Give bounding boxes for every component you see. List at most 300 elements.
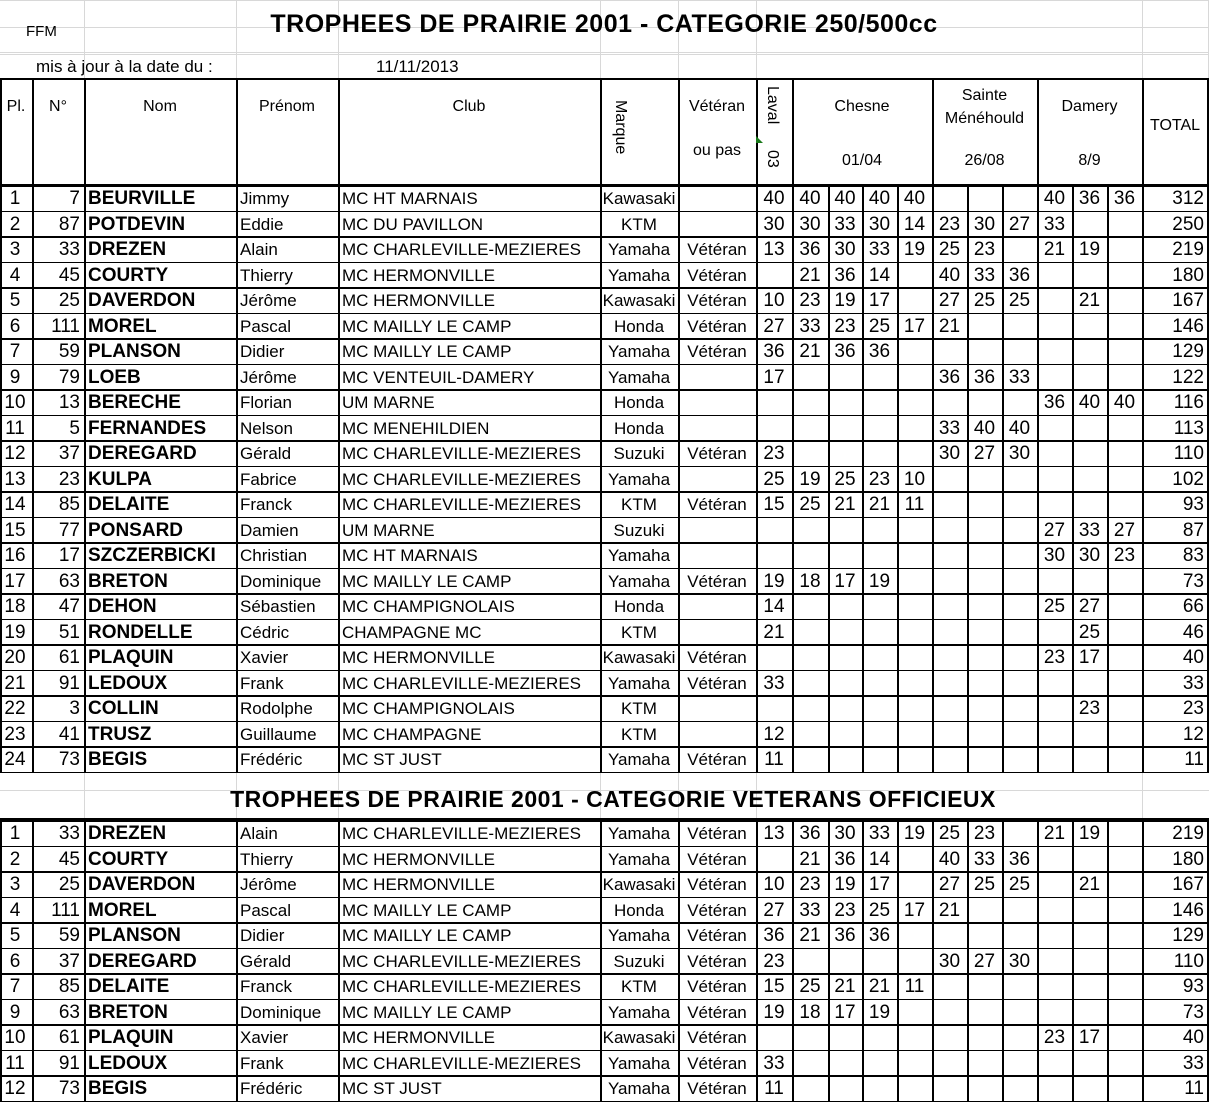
row-brand: Yamaha bbox=[607, 926, 671, 945]
row-first-name: Franck bbox=[240, 977, 292, 996]
col-header-prenom: Prénom bbox=[258, 98, 316, 115]
row-number: 91 bbox=[58, 672, 80, 694]
row-number: 73 bbox=[58, 1078, 80, 1099]
col-line bbox=[1072, 185, 1074, 772]
row-veteran: Vétéran bbox=[687, 1079, 747, 1098]
row-brand: KTM bbox=[621, 214, 657, 234]
row-first-name: Xavier bbox=[240, 1028, 289, 1047]
row-score: 21 bbox=[799, 848, 821, 870]
col-header-chesne-date: 01/04 bbox=[841, 152, 883, 169]
row-club: MC CHAMPIGNOLAIS bbox=[342, 597, 515, 616]
row-score: 27 bbox=[763, 315, 785, 337]
row-club: MC MAILLY LE CAMP bbox=[342, 1002, 512, 1022]
row-score: 33 bbox=[763, 1052, 785, 1074]
row-number: 111 bbox=[51, 315, 80, 337]
table-border bbox=[0, 78, 1209, 80]
row-score: 17 bbox=[1078, 647, 1101, 668]
row-place: 9 bbox=[9, 1001, 21, 1023]
row-veteran: Vétéran bbox=[687, 875, 747, 894]
row-first-name: Xavier bbox=[240, 648, 289, 667]
row-first-name: Rodolphe bbox=[240, 699, 313, 718]
row-total: 73 bbox=[1182, 1001, 1204, 1023]
row-score: 23 bbox=[938, 213, 961, 235]
row-club: MC MAILLY LE CAMP bbox=[342, 571, 512, 591]
row-first-name: Pascal bbox=[240, 900, 292, 920]
row-score: 14 bbox=[868, 848, 891, 870]
row-line bbox=[0, 973, 1209, 975]
row-first-name: Franck bbox=[240, 495, 292, 514]
row-brand: Yamaha bbox=[607, 265, 671, 285]
row-score: 30 bbox=[868, 213, 891, 235]
row-score: 33 bbox=[1078, 519, 1101, 541]
row-total: 219 bbox=[1172, 823, 1204, 844]
row-score: 19 bbox=[1078, 823, 1101, 844]
row-line bbox=[0, 772, 1209, 774]
row-total: 146 bbox=[1172, 899, 1204, 921]
row-score: 36 bbox=[1113, 188, 1136, 209]
row-brand: Yamaha bbox=[607, 546, 671, 565]
row-brand: KTM bbox=[621, 977, 657, 996]
row-score: 30 bbox=[973, 213, 996, 235]
row-first-name: Dominique bbox=[240, 1002, 322, 1022]
row-veteran: Vétéran bbox=[687, 316, 747, 336]
row-veteran: Vétéran bbox=[687, 291, 747, 310]
sheet-gridline bbox=[0, 0, 1209, 1]
row-last-name: DAVERDON bbox=[88, 874, 196, 895]
col-line bbox=[84, 820, 86, 1101]
col-line bbox=[1037, 185, 1039, 772]
row-first-name: Christian bbox=[240, 546, 308, 565]
row-line bbox=[0, 619, 1209, 621]
col-header-chesne: Chesne bbox=[834, 98, 890, 115]
row-line bbox=[0, 542, 1209, 544]
row-brand: Yamaha bbox=[607, 1053, 671, 1073]
row-score: 30 bbox=[938, 950, 961, 972]
row-first-name: Thierry bbox=[240, 265, 293, 285]
row-club: MC HERMONVILLE bbox=[342, 1028, 496, 1047]
row-last-name: DELAITE bbox=[88, 976, 170, 997]
row-score: 27 bbox=[973, 950, 996, 972]
row-line bbox=[0, 670, 1209, 672]
row-club: MC MENEHILDIEN bbox=[342, 418, 490, 438]
row-score: 21 bbox=[1043, 823, 1066, 844]
row-total: 146 bbox=[1172, 315, 1204, 337]
section-title-veterans: TROPHEES DE PRAIRIE 2001 - CATEGORIE VETERANS OFFICIEUX bbox=[230, 786, 996, 812]
row-line bbox=[0, 897, 1209, 899]
row-score: 15 bbox=[763, 494, 785, 515]
row-score: 21 bbox=[868, 976, 891, 997]
row-score: 23 bbox=[763, 950, 785, 972]
row-club: MC VENTEUIL-DAMERY bbox=[342, 367, 535, 387]
row-brand: Honda bbox=[613, 418, 665, 438]
row-score: 33 bbox=[868, 239, 891, 260]
row-last-name: POTDEVIN bbox=[88, 213, 186, 235]
row-place: 10 bbox=[4, 392, 26, 413]
row-score: 21 bbox=[1078, 874, 1101, 895]
row-first-name: Nelson bbox=[240, 418, 293, 438]
row-line bbox=[0, 1075, 1209, 1077]
row-veteran: Vétéran bbox=[687, 977, 747, 996]
col-header-veteran-sub: ou pas bbox=[692, 142, 742, 159]
row-last-name: MOREL bbox=[88, 315, 157, 337]
row-line bbox=[0, 846, 1209, 848]
row-first-name: Frank bbox=[240, 673, 284, 693]
row-veteran: Vétéran bbox=[687, 265, 747, 285]
row-score: 36 bbox=[834, 848, 856, 870]
col-header-total: TOTAL bbox=[1149, 117, 1201, 134]
row-total: 33 bbox=[1182, 1052, 1204, 1074]
row-line bbox=[0, 389, 1209, 391]
row-club: MC CHARLEVILLE-MEZIERES bbox=[342, 951, 581, 971]
row-last-name: TRUSZ bbox=[88, 723, 152, 745]
col-header-club: Club bbox=[452, 98, 486, 115]
row-score: 33 bbox=[834, 213, 856, 235]
row-score: 25 bbox=[799, 976, 821, 997]
row-brand: Kawasaki bbox=[602, 648, 676, 667]
header-divider bbox=[236, 78, 238, 185]
col-header-veteran: Vétéran bbox=[688, 98, 746, 115]
row-number: 45 bbox=[58, 848, 80, 870]
row-score: 23 bbox=[1043, 1027, 1066, 1048]
row-score: 33 bbox=[868, 823, 891, 844]
row-place: 3 bbox=[9, 239, 21, 260]
row-line bbox=[0, 1050, 1209, 1052]
row-score: 25 bbox=[938, 823, 961, 844]
row-number: 51 bbox=[58, 621, 80, 643]
row-club: MC HERMONVILLE bbox=[342, 875, 496, 894]
row-score: 19 bbox=[834, 290, 856, 311]
row-first-name: Alain bbox=[240, 824, 278, 843]
header-divider bbox=[338, 78, 340, 185]
row-score: 36 bbox=[938, 366, 961, 388]
row-score: 36 bbox=[834, 925, 856, 946]
header-divider bbox=[600, 78, 602, 185]
row-veteran: Vétéran bbox=[687, 1002, 747, 1022]
row-place: 19 bbox=[4, 621, 26, 643]
row-first-name: Pascal bbox=[240, 316, 292, 336]
row-brand: Suzuki bbox=[613, 520, 665, 540]
row-first-name: Gérald bbox=[240, 951, 292, 971]
row-total: 116 bbox=[1173, 392, 1204, 413]
row-total: 11 bbox=[1184, 749, 1204, 770]
row-number: 25 bbox=[58, 874, 80, 895]
row-score: 36 bbox=[834, 341, 856, 362]
row-score: 40 bbox=[973, 417, 996, 439]
row-score: 13 bbox=[763, 823, 785, 844]
row-first-name: Jérôme bbox=[240, 875, 297, 894]
row-last-name: BEGIS bbox=[88, 749, 148, 770]
row-line bbox=[0, 517, 1209, 519]
cell-comment-marker bbox=[756, 136, 763, 143]
row-last-name: PLANSON bbox=[88, 925, 181, 946]
row-place: 11 bbox=[5, 417, 25, 439]
row-number: 91 bbox=[58, 1052, 80, 1074]
row-last-name: BERECHE bbox=[88, 392, 181, 413]
row-last-name: LOEB bbox=[88, 366, 141, 388]
row-last-name: BRETON bbox=[88, 1001, 168, 1023]
row-club: MC HERMONVILLE bbox=[342, 291, 496, 310]
row-score: 14 bbox=[868, 264, 891, 286]
row-veteran: Vétéran bbox=[687, 1028, 747, 1047]
row-number: 63 bbox=[58, 1001, 80, 1023]
row-total: 40 bbox=[1182, 1027, 1204, 1048]
row-place: 1 bbox=[9, 188, 21, 209]
corner-label: FFM bbox=[26, 23, 57, 40]
row-score: 40 bbox=[1078, 392, 1101, 413]
row-score: 40 bbox=[799, 188, 821, 209]
col-header-sainte-date: 26/08 bbox=[964, 152, 1005, 169]
col-header-num: N° bbox=[49, 98, 67, 115]
row-brand: Yamaha bbox=[607, 1002, 671, 1022]
row-club: MC CHARLEVILLE-MEZIERES bbox=[342, 824, 581, 843]
row-last-name: LEDOUX bbox=[88, 672, 168, 694]
row-total: 23 bbox=[1182, 698, 1204, 719]
col-header-sainte-2: Ménéhould bbox=[944, 110, 1025, 127]
row-veteran: Vétéran bbox=[687, 495, 747, 514]
row-total: 93 bbox=[1182, 494, 1204, 515]
row-score: 17 bbox=[868, 290, 891, 311]
row-club: UM MARNE bbox=[342, 520, 435, 540]
row-number: 7 bbox=[69, 188, 80, 209]
row-line bbox=[0, 695, 1209, 697]
row-score: 30 bbox=[938, 443, 961, 464]
row-total: 110 bbox=[1173, 443, 1204, 464]
row-place: 5 bbox=[9, 925, 21, 946]
row-total: 129 bbox=[1172, 341, 1204, 362]
row-last-name: LEDOUX bbox=[88, 1052, 168, 1074]
row-club: MC CHARLEVILLE-MEZIERES bbox=[342, 977, 581, 996]
row-place: 21 bbox=[4, 672, 26, 694]
row-first-name: Cédric bbox=[240, 622, 290, 642]
row-last-name: SZCZERBICKI bbox=[88, 545, 216, 566]
row-last-name: PLAQUIN bbox=[88, 1027, 174, 1048]
row-first-name: Sébastien bbox=[240, 597, 316, 616]
row-score: 21 bbox=[1078, 290, 1101, 311]
row-place: 2 bbox=[9, 848, 21, 870]
row-score: 33 bbox=[799, 315, 821, 337]
row-score: 23 bbox=[1043, 647, 1066, 668]
row-score: 23 bbox=[973, 239, 996, 260]
row-last-name: COLLIN bbox=[88, 698, 159, 719]
col-line bbox=[1107, 820, 1109, 1101]
row-club: MC MAILLY LE CAMP bbox=[342, 926, 512, 945]
row-score: 21 bbox=[799, 341, 821, 362]
row-place: 13 bbox=[4, 468, 26, 490]
row-score: 17 bbox=[903, 315, 926, 337]
row-score: 12 bbox=[763, 723, 785, 745]
row-total: 312 bbox=[1172, 188, 1204, 209]
row-total: 87 bbox=[1182, 519, 1204, 541]
row-total: 129 bbox=[1172, 925, 1204, 946]
row-line bbox=[0, 721, 1209, 723]
row-place: 12 bbox=[4, 443, 26, 464]
row-number: 41 bbox=[58, 723, 80, 745]
row-place: 7 bbox=[9, 341, 21, 362]
updated-label: mis à jour à la date du : bbox=[36, 57, 213, 76]
row-last-name: DEHON bbox=[88, 596, 157, 617]
row-line bbox=[0, 211, 1209, 213]
row-score: 25 bbox=[834, 468, 856, 490]
row-club: MC CHARLEVILLE-MEZIERES bbox=[342, 469, 581, 489]
row-club: CHAMPAGNE MC bbox=[342, 622, 482, 642]
row-number: 33 bbox=[58, 239, 80, 260]
col-line bbox=[1037, 820, 1039, 1101]
row-score: 33 bbox=[973, 264, 996, 286]
row-veteran: Vétéran bbox=[687, 926, 747, 945]
row-score: 40 bbox=[1043, 188, 1066, 209]
row-score: 10 bbox=[903, 468, 926, 490]
row-score: 25 bbox=[1008, 874, 1031, 895]
row-number: 25 bbox=[58, 290, 80, 311]
row-score: 27 bbox=[1043, 519, 1066, 541]
row-brand: Honda bbox=[613, 900, 665, 920]
row-score: 30 bbox=[1008, 950, 1031, 972]
row-number: 61 bbox=[58, 647, 80, 668]
row-line bbox=[0, 262, 1209, 264]
row-total: 180 bbox=[1172, 264, 1204, 286]
row-first-name: Dominique bbox=[240, 571, 322, 591]
row-score: 11 bbox=[764, 749, 784, 770]
row-score: 25 bbox=[868, 315, 891, 337]
updated-date: 11/11/2013 bbox=[376, 57, 459, 76]
row-score: 33 bbox=[763, 672, 785, 694]
row-number: 63 bbox=[58, 570, 80, 592]
row-score: 23 bbox=[1113, 545, 1136, 566]
row-score: 33 bbox=[973, 848, 996, 870]
row-number: 5 bbox=[69, 417, 80, 439]
row-club: MC HERMONVILLE bbox=[342, 265, 496, 285]
row-line bbox=[0, 948, 1209, 950]
row-veteran: Vétéran bbox=[687, 900, 747, 920]
row-last-name: BEURVILLE bbox=[88, 188, 196, 209]
row-number: 59 bbox=[58, 341, 80, 362]
row-line bbox=[0, 1024, 1209, 1026]
row-line bbox=[0, 491, 1209, 493]
row-score: 25 bbox=[938, 239, 961, 260]
row-score: 30 bbox=[1043, 545, 1066, 566]
row-last-name: KULPA bbox=[88, 468, 153, 490]
row-score: 27 bbox=[973, 443, 996, 464]
row-club: MC HERMONVILLE bbox=[342, 849, 496, 869]
row-place: 23 bbox=[4, 723, 26, 745]
row-total: 11 bbox=[1184, 1078, 1204, 1099]
row-place: 17 bbox=[4, 570, 26, 592]
row-place: 1 bbox=[9, 823, 21, 844]
row-last-name: DREZEN bbox=[88, 823, 167, 844]
row-last-name: DEREGARD bbox=[88, 950, 197, 972]
row-score: 40 bbox=[938, 848, 961, 870]
row-number: 45 bbox=[58, 264, 80, 286]
row-line bbox=[0, 185, 1209, 187]
row-line bbox=[0, 338, 1209, 340]
row-score: 33 bbox=[1043, 213, 1066, 235]
row-first-name: Damien bbox=[240, 520, 299, 540]
row-score: 17 bbox=[1078, 1027, 1101, 1048]
row-score: 19 bbox=[763, 1001, 785, 1023]
row-score: 25 bbox=[1078, 621, 1101, 643]
row-first-name: Jimmy bbox=[240, 189, 290, 208]
row-total: 113 bbox=[1173, 417, 1204, 439]
row-score: 17 bbox=[903, 899, 926, 921]
row-first-name: Frédéric bbox=[240, 1079, 303, 1098]
row-last-name: RONDELLE bbox=[88, 621, 193, 643]
sheet-gridline bbox=[0, 52, 1209, 53]
row-first-name: Alain bbox=[240, 240, 278, 259]
row-score: 25 bbox=[973, 290, 996, 311]
row-score: 21 bbox=[938, 315, 961, 337]
row-place: 16 bbox=[4, 545, 26, 566]
row-score: 36 bbox=[1008, 264, 1031, 286]
row-score: 19 bbox=[868, 570, 891, 592]
row-last-name: PLANSON bbox=[88, 341, 181, 362]
row-line bbox=[0, 287, 1209, 289]
row-line bbox=[0, 466, 1209, 468]
col-header-damery: Damery bbox=[1061, 98, 1118, 115]
row-score: 27 bbox=[763, 899, 785, 921]
row-place: 4 bbox=[9, 264, 21, 286]
col-line bbox=[84, 185, 86, 772]
row-brand: Yamaha bbox=[607, 571, 671, 591]
row-first-name: Florian bbox=[240, 393, 292, 412]
row-score: 18 bbox=[799, 1001, 821, 1023]
row-place: 7 bbox=[9, 976, 21, 997]
row-first-name: Gérald bbox=[240, 444, 292, 463]
row-score: 36 bbox=[1078, 188, 1101, 209]
row-number: 23 bbox=[58, 468, 80, 490]
row-score: 27 bbox=[1008, 213, 1031, 235]
row-brand: KTM bbox=[621, 495, 657, 514]
col-line bbox=[1207, 820, 1209, 1101]
row-score: 27 bbox=[1078, 596, 1101, 617]
page-title: TROPHEES DE PRAIRIE 2001 - CATEGORIE 250/500cc bbox=[270, 10, 938, 38]
col-header-damery-date: 8/9 bbox=[1078, 152, 1101, 169]
row-total: 12 bbox=[1182, 723, 1204, 745]
row-score: 19 bbox=[834, 874, 856, 895]
row-line bbox=[0, 415, 1209, 417]
row-line bbox=[0, 440, 1209, 442]
header-divider bbox=[84, 78, 86, 185]
row-brand: Suzuki bbox=[613, 444, 665, 463]
col-line bbox=[338, 820, 340, 1101]
row-score: 25 bbox=[763, 468, 785, 490]
row-score: 23 bbox=[834, 899, 856, 921]
row-club: MC CHAMPIGNOLAIS bbox=[342, 699, 515, 718]
row-total: 180 bbox=[1172, 848, 1204, 870]
row-last-name: PLAQUIN bbox=[88, 647, 174, 668]
row-score: 40 bbox=[868, 188, 891, 209]
row-score: 25 bbox=[799, 494, 821, 515]
row-score: 27 bbox=[938, 290, 961, 311]
row-club: MC ST JUST bbox=[342, 750, 442, 769]
row-score: 40 bbox=[763, 188, 785, 209]
row-place: 5 bbox=[9, 290, 21, 311]
header-divider bbox=[756, 78, 758, 185]
row-brand: Yamaha bbox=[607, 342, 671, 361]
row-score: 11 bbox=[764, 1078, 784, 1099]
row-brand: KTM bbox=[621, 724, 657, 744]
row-place: 14 bbox=[4, 494, 26, 515]
row-last-name: DEREGARD bbox=[88, 443, 197, 464]
row-score: 21 bbox=[834, 494, 856, 515]
col-line bbox=[1207, 185, 1209, 772]
row-place: 24 bbox=[4, 749, 26, 770]
row-first-name: Guillaume bbox=[240, 724, 317, 744]
row-last-name: MOREL bbox=[88, 899, 157, 921]
row-first-name: Didier bbox=[240, 926, 285, 945]
row-score: 23 bbox=[834, 315, 856, 337]
header-divider bbox=[32, 78, 34, 185]
row-score: 13 bbox=[763, 239, 785, 260]
